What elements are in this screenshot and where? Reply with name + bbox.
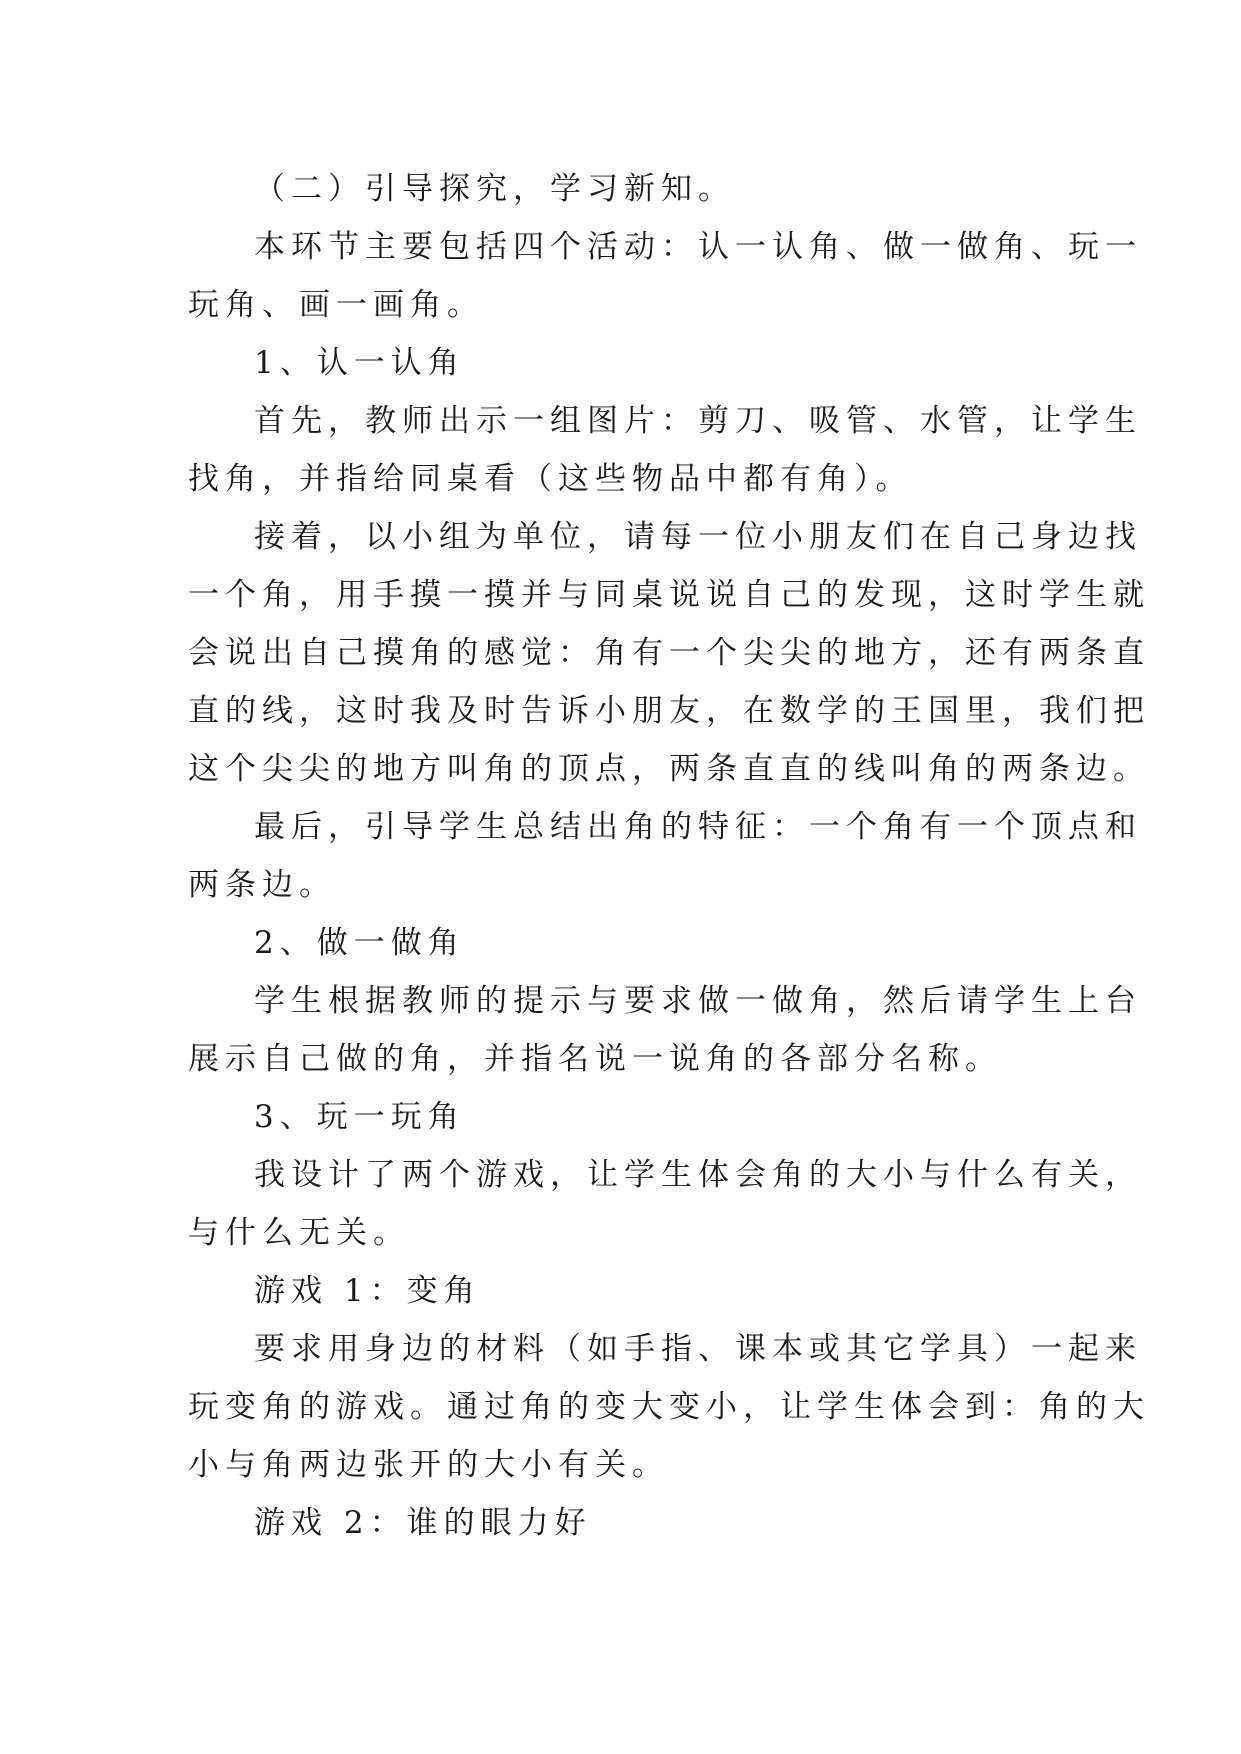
text-line: 本环节主要包括四个活动：认一认角、做一做角、玩一 — [254, 229, 1142, 265]
text-line: 一个角，用手摸一摸并与同桌说说自己的发现，这时学生就 — [188, 577, 1150, 613]
text-line: 直的线，这时我及时告诉小朋友，在数学的王国里，我们把 — [188, 693, 1150, 729]
text-line: 玩角、画一画角。 — [188, 287, 484, 323]
text-line: 最后，引导学生总结出角的特征：一个角有一个顶点和 — [254, 809, 1142, 845]
text-line: 与什么无关。 — [188, 1215, 410, 1251]
text-line: 会说出自己摸角的感觉：角有一个尖尖的地方，还有两条直 — [188, 635, 1150, 671]
text-line: 3、玩一玩角 — [254, 1099, 465, 1135]
text-line: 小与角两边张开的大小有关。 — [188, 1447, 669, 1483]
text-line: 首先，教师出示一组图片：剪刀、吸管、水管，让学生 — [254, 403, 1142, 439]
text-line: 我设计了两个游戏，让学生体会角的大小与什么有关， — [254, 1157, 1142, 1193]
text-line: 1、认一认角 — [254, 345, 465, 381]
text-line: 展示自己做的角，并指名说一说角的各部分名称。 — [188, 1041, 1002, 1077]
text-line: 要求用身边的材料（如手指、课本或其它学具）一起来 — [254, 1331, 1142, 1367]
text-line: 玩变角的游戏。通过角的变大变小，让学生体会到：角的大 — [188, 1389, 1150, 1425]
text-line: 游戏 2：谁的眼力好 — [254, 1505, 592, 1541]
text-line: 学生根据教师的提示与要求做一做角，然后请学生上台 — [254, 983, 1142, 1019]
text-line: 游戏 1：变角 — [254, 1273, 481, 1309]
text-line: 这个尖尖的地方叫角的顶点，两条直直的线叫角的两条边。 — [188, 751, 1150, 787]
text-line: 接着，以小组为单位，请每一位小朋友们在自己身边找 — [254, 519, 1142, 555]
text-line: 2、做一做角 — [254, 925, 465, 961]
text-line: 两条边。 — [188, 867, 336, 903]
text-line: （二）引导探究，学习新知。 — [254, 171, 735, 207]
text-line: 找角，并指给同桌看（这些物品中都有角）。 — [188, 461, 913, 497]
document-page — [188, 160, 1150, 1552]
